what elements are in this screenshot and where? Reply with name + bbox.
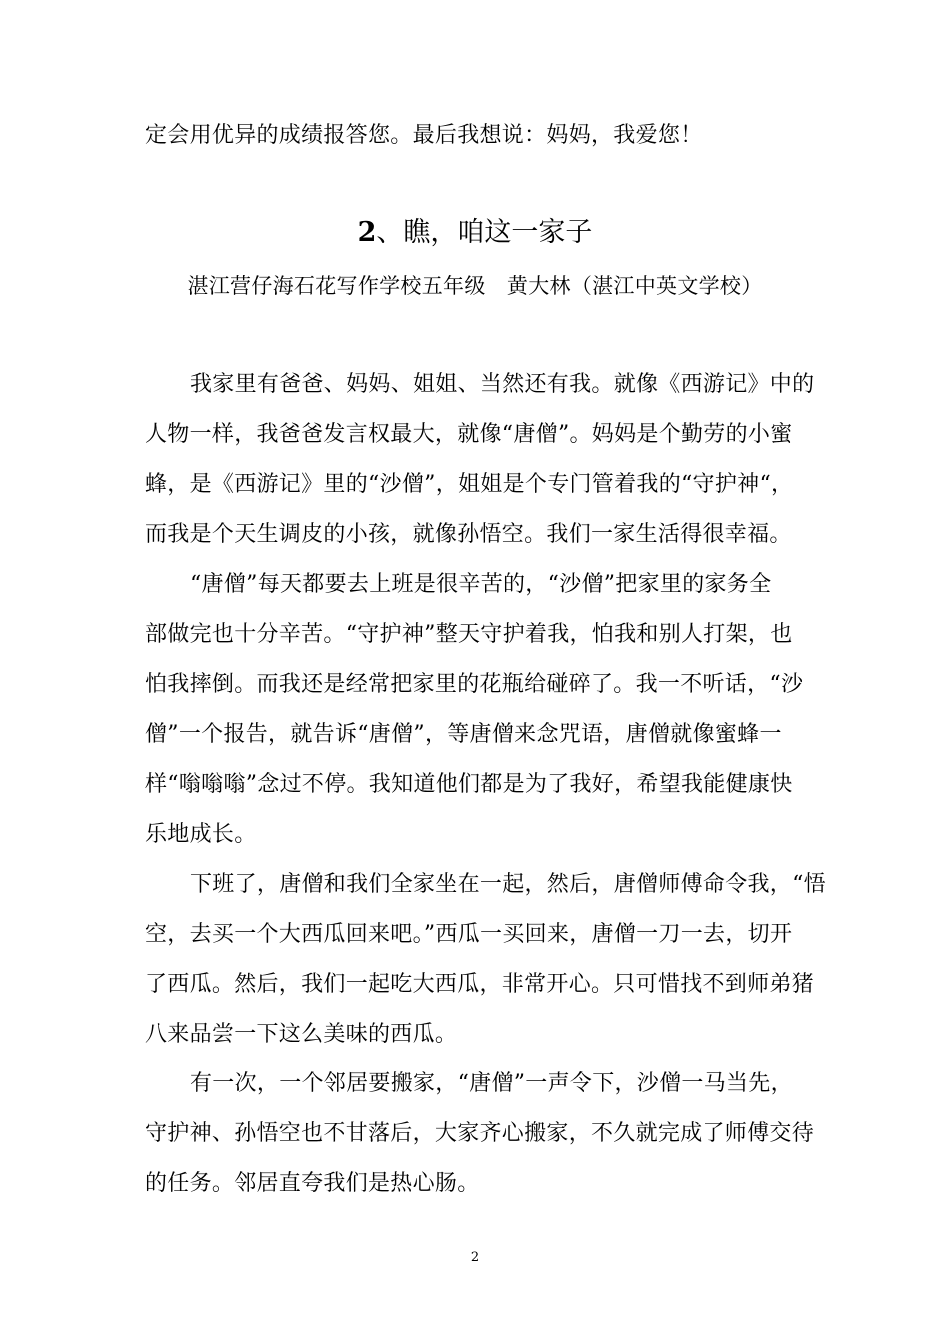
paragraph-line: 我家里有爸爸、妈妈、姐姐、当然还有我。就像《西游记》中的	[190, 372, 815, 397]
paragraph-line: 怕我摔倒。而我还是经常把家里的花瓶给碰碎了。我一不听话，“沙	[145, 672, 804, 697]
paragraph-line: 而我是个天生调皮的小孩，就像孙悟空。我们一家生活得很幸福。	[145, 522, 792, 547]
carryover-text-line: 定会用优异的成绩报答您。最后我想说：妈妈，我爱您！	[145, 123, 703, 148]
page-number: 2	[470, 1250, 480, 1265]
essay-title-text: 、瞧，咱这一家子	[376, 217, 593, 248]
paragraph-line: 蜂，是《西游记》里的“沙僧”，姐姐是个专门管着我的“守护神“，	[145, 472, 794, 497]
author-byline: 湛江营仔海石花写作学校五年级 黄大林（湛江中英文学校）	[187, 274, 763, 298]
paragraph-line: 人物一样，我爸爸发言权最大，就像“唐僧”。妈妈是个勤劳的小蜜	[145, 422, 793, 447]
paragraph-line: 空，去买一个大西瓜回来吧。”西瓜一买回来，唐僧一刀一去，切开	[145, 922, 793, 947]
essay-title-number: 2	[357, 217, 377, 248]
paragraph-line: 守护神、孙悟空也不甘落后，大家齐心搬家，不久就完成了师傅交待	[145, 1121, 815, 1146]
paragraph-line: 八来品尝一下这么美味的西瓜。	[145, 1022, 458, 1047]
paragraph-line: 部做完也十分辛苦。“守护神”整天守护着我，怕我和别人打架，也	[145, 622, 793, 647]
paragraph-line: 僧”一个报告，就告诉“唐僧”，等唐僧来念咒语，唐僧就像蜜蜂一	[145, 722, 782, 747]
paragraph-line: “唐僧”每天都要去上班是很辛苦的，“沙僧”把家里的家务全	[190, 572, 772, 597]
paragraph-line: 样“嗡嗡嗡”念过不停。我知道他们都是为了我好，希望我能健康快	[145, 772, 793, 797]
paragraph-line: 下班了，唐僧和我们全家坐在一起，然后，唐僧师傅命令我，“悟	[190, 872, 826, 897]
essay-title	[0, 216, 950, 250]
paragraph-line: 的任务。邻居直夸我们是热心肠。	[145, 1171, 480, 1196]
paragraph-line: 乐地成长。	[145, 822, 257, 847]
paragraph-line: 了西瓜。然后，我们一起吃大西瓜，非常开心。只可惜找不到师弟猪	[145, 972, 815, 997]
paragraph-line: 有一次，一个邻居要搬家，“唐僧”一声令下，沙僧一马当先，	[190, 1071, 793, 1096]
